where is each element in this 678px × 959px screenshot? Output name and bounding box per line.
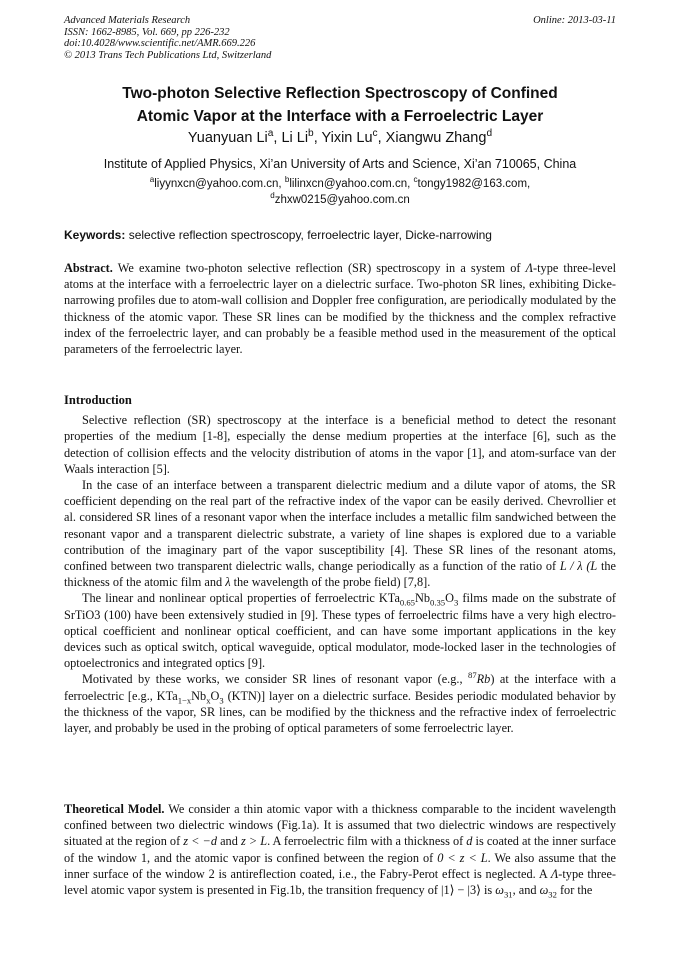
author-name: Li Li: [281, 130, 309, 146]
abstract-text-2: -type three-level atoms at the interface with a ferroelectric layer on a dielectric surface. Two-photon SR lines, exhibiting Dicke-narrowing profiles due to atom-wall collision and Doppler free configuration, are periodically modulated by the thickness of the atomic vapor. These SR lines can be modified by the thickness and the complex refractive index of the ferroelectric layer, and can probably be a feasible method used in the measurement of the optical parameters of the ferroelectric layer.: [64, 261, 616, 357]
abstract: [64, 260, 616, 357]
introduction-section: [64, 392, 616, 736]
math-inline: z > L: [240, 834, 268, 849]
author-name: Yixin Lu: [321, 130, 373, 146]
author-affil-mark: a: [267, 128, 274, 140]
keywords: [64, 227, 616, 243]
lambda-symbol: Λ: [550, 866, 559, 881]
online-date: Online: 2013-03-11: [533, 15, 616, 26]
author-affil-mark: b: [308, 128, 314, 140]
abstract-label: Abstract.: [64, 261, 113, 275]
ratio-symbol: L / λ: [559, 559, 583, 574]
math-inline: ω: [539, 883, 549, 898]
keywords-label: Keywords:: [64, 228, 126, 242]
email-mark: c: [413, 175, 418, 185]
author-list: Yuanyuan Li$^a$, Li Li$^b$, Yixin Lu$^c$, Xiangwu Zhang$^d$: [187, 128, 493, 146]
lambda-symbol: Λ: [525, 261, 534, 275]
email-address[interactable]: lilinxcn@yahoo.com.cn,: [289, 178, 411, 190]
email-mark: b: [284, 175, 290, 185]
math-inline: ω: [495, 883, 504, 898]
author-name: Xiangwu Zhang: [385, 130, 487, 146]
math-inline: 0 < z < L: [437, 850, 488, 865]
math-inline: |1⟩ − |3⟩: [441, 883, 481, 898]
intro-paragraph-4: Motivated by these works, we consider SR lines of resonant vapor (e.g., $^{87}$Rb) at the interface with a ferroelectric [e.g., $KTa_{1-x}Nb_xO_3$ (KTN)] layer on a dielectric surface. Besides periodic modulated behavior by the thickness of the vapor, SR lines, can be modified by the thickness and the refractive index of ferroelectric layer, and probably be used in the probing of optical parameters of some ferroelectric layer.: [64, 670, 617, 736]
email-address[interactable]: liyynxcn@yahoo.com.cn,: [154, 178, 282, 190]
l-symbol: (L: [586, 559, 598, 574]
journal-header: [64, 15, 616, 61]
theory-label: Theoretical Model.: [64, 802, 165, 816]
intro-paragraph-2: In the case of an interface between a transparent dielectric medium and a dilute vapor of atoms, the SR coefficient depending on the real part of the refractive index of the vapor can be easily derived. Chevrollier et al. considered SR lines of a resonant vapor when the interface includes a metallic film sandwiched between the resonant vapor and a transparent dielectric substrate, a variety of line shapes is explored due to a variable contribution of the imaginary part of the vapor susceptibility [4]. These SR lines of the resonant atoms, confined between two transparent dielectric walls, change periodically as a function of the ratio of L / λ (L the thickness of the atomic film and λ the wavelength of the probe field) [7,8].: [64, 478, 617, 590]
email-address[interactable]: tongy1982@163.com,: [417, 178, 531, 190]
journal-issn: ISSN: 1662-8985, Vol. 669, pp 226-232: [64, 26, 230, 38]
email-line-1: [64, 176, 616, 192]
author-name: Yuanyuan Li: [187, 130, 268, 146]
intro-paragraph-3: The linear and nonlinear optical properties of ferroelectric $KTa_{0.65}Nb_{0.35}O_3$ films made on the substrate of SrTiO3 (100) have been extensively studied in [9]. These types of ferroelectric films have a very high electro-optical coefficient and nonlinear optical coefficient, and can have some important applications in the key devices such as optical switch, optical waveguide, optical modulator, mode-locked laser in the technologies of optoelectronics and integrated optics [9].: [64, 591, 616, 671]
journal-doi: doi:10.4028/www.scientific.net/AMR.669.226: [64, 38, 256, 49]
email-list: [64, 176, 616, 208]
title-line-1: Two-photon Selective Reflection Spectroscopy of Confined: [122, 85, 558, 102]
title-line-2: Atomic Vapor at the Interface with a Ferroelectric Layer: [136, 108, 544, 125]
journal-copyright: © 2013 Trans Tech Publications Ltd, Switzerland: [64, 49, 272, 61]
introduction-heading: Introduction: [64, 393, 132, 407]
author-affil-mark: c: [372, 128, 378, 140]
intro-paragraph-1: Selective reflection (SR) spectroscopy at the interface is a beneficial method to detect the resonant properties of the medium [1-8], especially the dense medium properties at the interface [6], such as the detection of collision effects and the velocity distribution of atoms in the vapor [1], and atom-surface van der Waals interaction [5].: [64, 413, 616, 476]
email-mark: d: [270, 191, 275, 201]
theory-paragraph: Theoretical Model. We consider a thin atomic vapor with a thickness comparable to the incident wavelength confined between two dielectric windows (Fig.1a). It is assumed that two dielectric windows are respectively situated at the region of z < −d and z > L. A ferroelectric film with a thickness of d is coated at the inner surface of the window 1, and the atomic vapor is confined between the region of 0 < z < L. We also assume that the inner surface of the window 2 is antireflection coated, i.e., the Fabry-Perot effect is neglected. A Λ-type three-level atomic vapor system is presented in Fig.1b, the transition frequency of |1⟩ − |3⟩ is $\omega_{31}$, and $\omega_{32}$ for the: [64, 802, 617, 900]
math-inline: z < −d: [183, 834, 217, 849]
author-affil-mark: d: [486, 128, 493, 140]
theoretical-model-section: [64, 801, 616, 898]
email-address[interactable]: zhxw0215@yahoo.com.cn: [274, 194, 410, 206]
institution: Institute of Applied Physics, Xi’an University of Arts and Science, Xi’an 710065, China: [103, 157, 577, 171]
email-mark: a: [149, 175, 155, 185]
abstract-text-1: We examine two-photon selective reflection (SR) spectroscopy in a system of: [117, 261, 521, 275]
math-inline: d: [466, 834, 473, 849]
keywords-text: selective reflection spectroscopy, ferroelectric layer, Dicke-narrowing: [128, 228, 492, 242]
journal-name: Advanced Materials Research: [64, 15, 191, 26]
lambda-symbol: λ: [225, 575, 231, 590]
email-line-2: [64, 192, 616, 208]
paper-title: [64, 82, 616, 128]
